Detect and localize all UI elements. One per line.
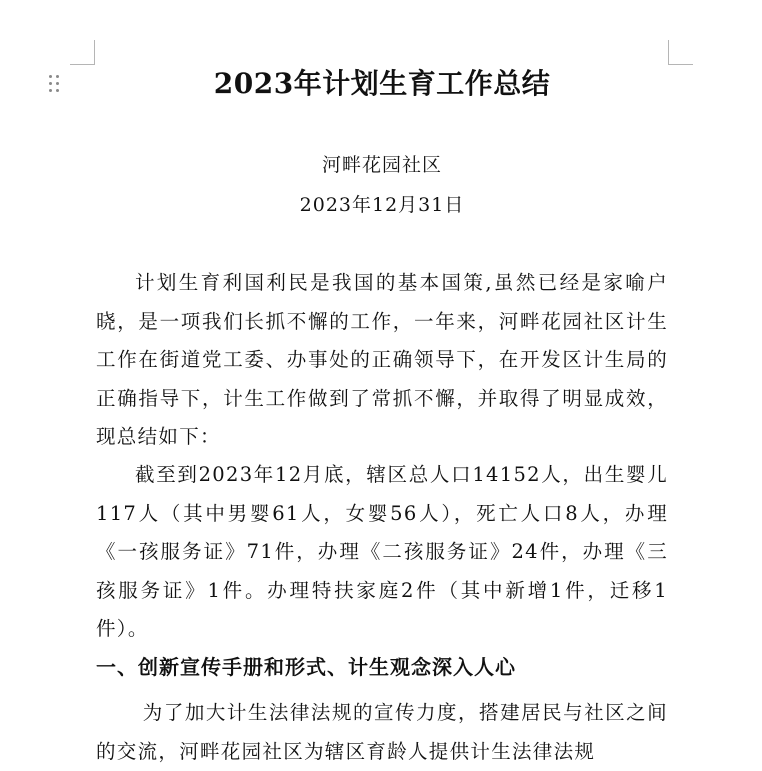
paragraph-intro: 计划生育利国利民是我国的基本国策,虽然已经是家喻户晓，是一项我们长抓不懈的工作，一年来，河畔花园社区计生工作在街道党工委、办事处的正确领导下，在开发区计生局的正确指导下，计生工作做到了常抓不懈，并取得了明显成效，现总结如下：: [96, 271, 668, 448]
section-heading: 一、创新宣传手册和形式、计生观念深入人心: [96, 655, 516, 679]
crop-mark-top-left: [70, 40, 95, 65]
document-date: 2023年12月31日: [299, 194, 465, 216]
document-title: 2023年计划生育工作总结: [213, 67, 551, 100]
drag-handle-icon[interactable]: [47, 73, 61, 95]
paragraph-statistics: 截至到2023年12月底，辖区总人口14152人，出生婴儿117人（其中男婴61人，女婴56人），死亡人口8人，办理《一孩服务证》71件，办理《二孩服务证》24件，办理《三孩服务证》1件。办理特扶家庭2件（其中新增1件，迁移1件）。: [96, 463, 668, 640]
crop-mark-top-right: [668, 40, 693, 65]
paragraph-section-one: 为了加大计生法律法规的宣传力度，搭建居民与社区之间的交流，河畔花园社区为辖区育龄人提供计生法律法规: [96, 701, 668, 763]
organization-name: 河畔花园社区: [321, 154, 442, 176]
